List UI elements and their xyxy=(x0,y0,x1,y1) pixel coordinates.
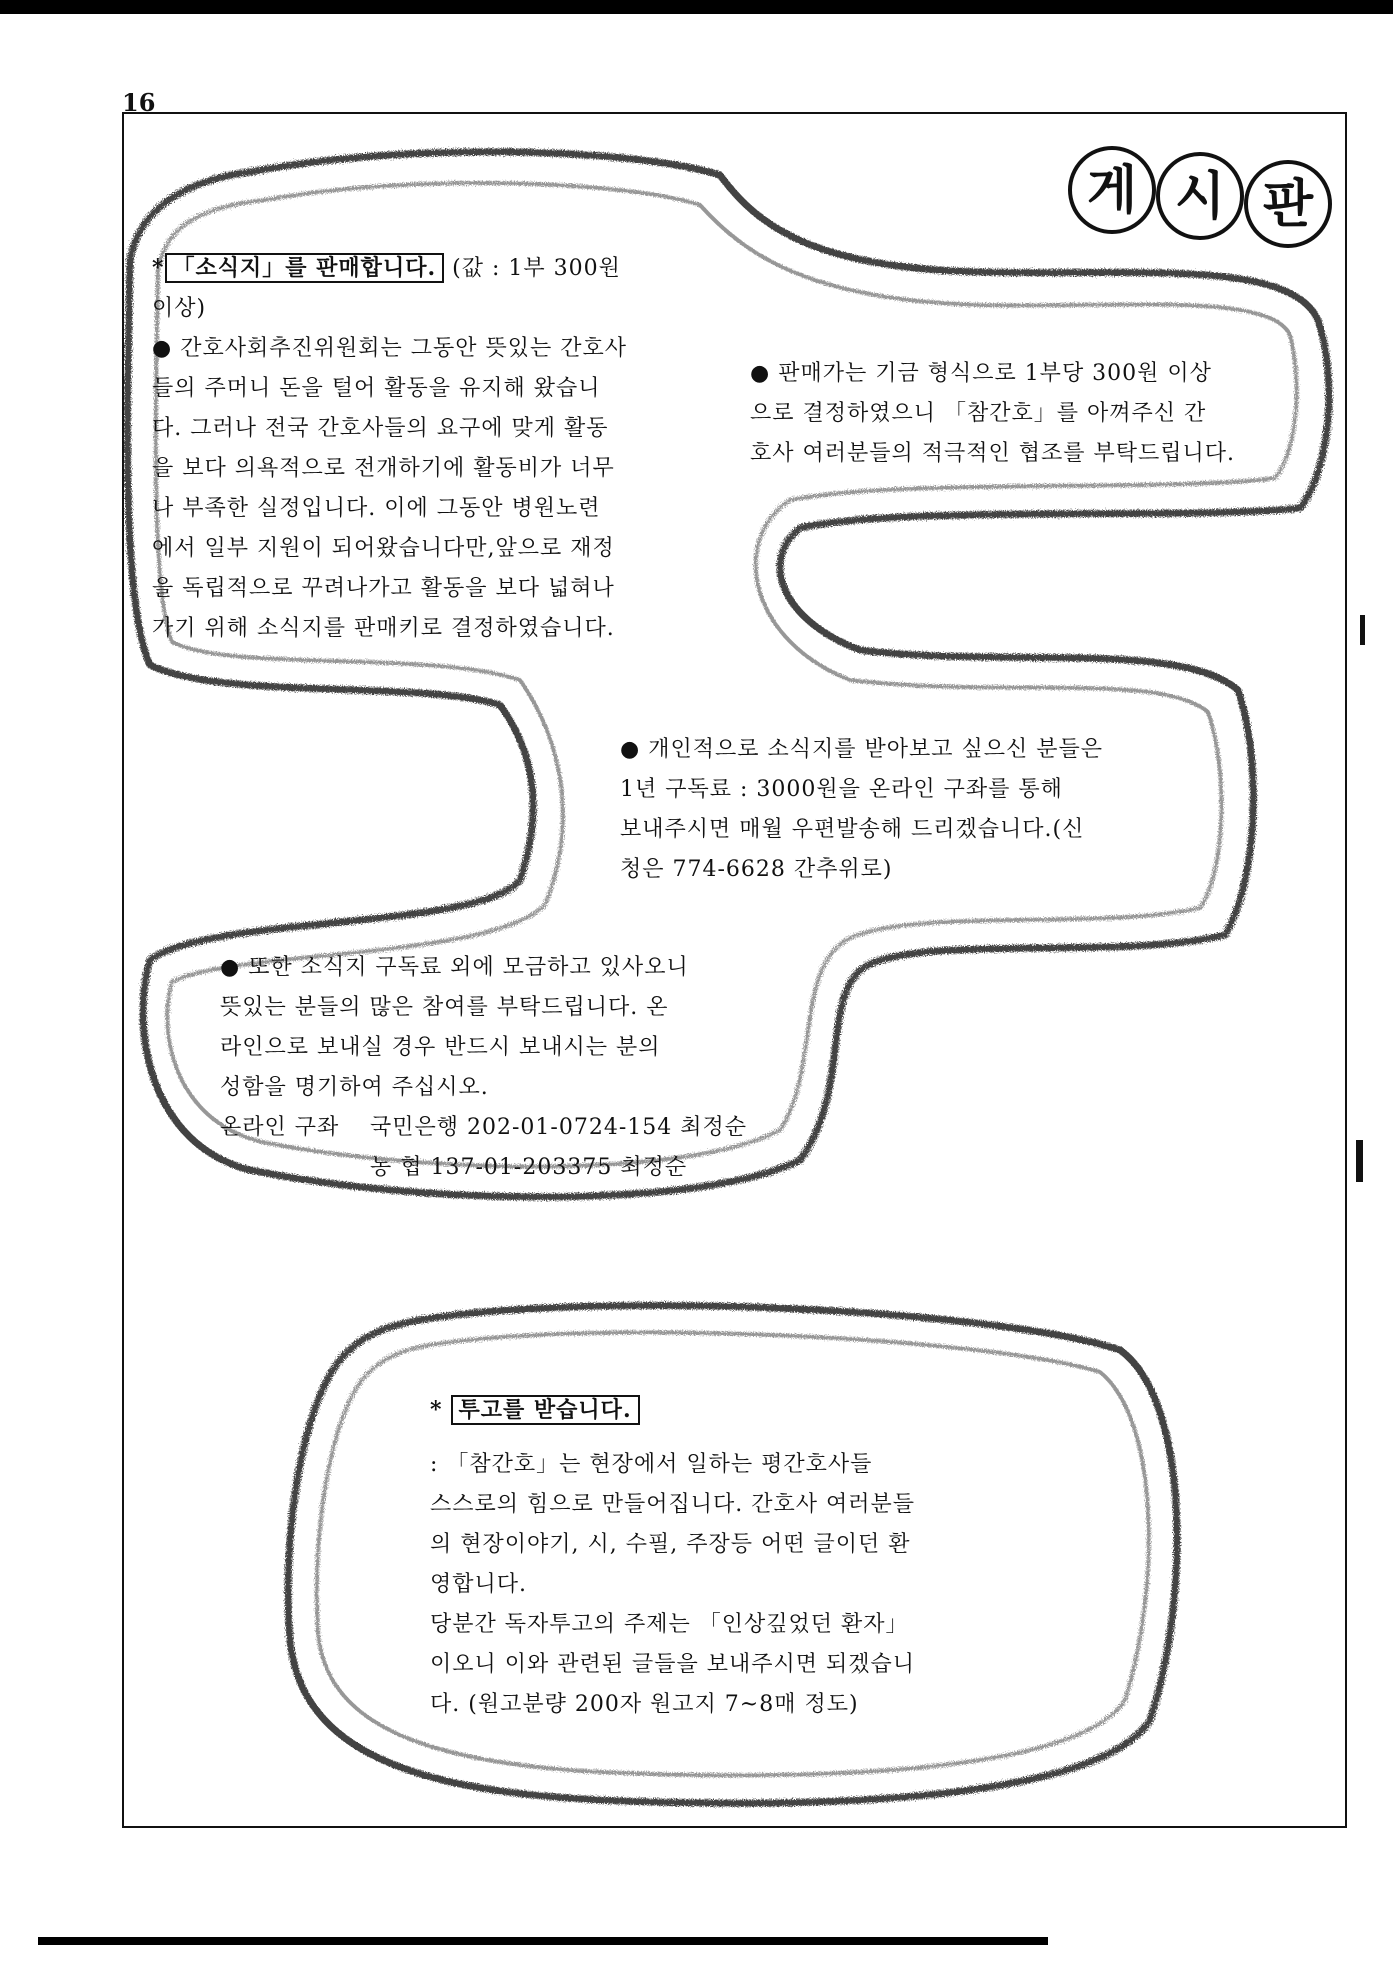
bottom-rule xyxy=(38,1937,1048,1945)
section-submissions xyxy=(430,1390,1010,1725)
section4-line: 라인으로 보내실 경우 반드시 보내시는 분의 xyxy=(220,1035,661,1060)
account-label: 온라인 구좌 xyxy=(220,1115,340,1140)
account-block xyxy=(220,1108,780,1188)
margin-mark xyxy=(1360,615,1365,645)
section5-heading-line xyxy=(430,1390,1010,1431)
section5-line: 이오니 이와 관련된 글들을 보내주시면 되겠습니 xyxy=(430,1652,916,1677)
margin-mark xyxy=(1356,1140,1363,1182)
section3-line: 보내주시면 매월 우편발송해 드리겠습니다.(신 xyxy=(620,817,1085,842)
section5-line: 당분간 독자투고의 주제는 「인상깊었던 환자」 xyxy=(430,1612,909,1637)
section5-line: 영합니다. xyxy=(430,1572,528,1597)
section5-line: 스스로의 힘으로 만들어집니다. 간호사 여러분들 xyxy=(430,1492,916,1517)
section1-marker: * xyxy=(152,255,165,281)
section1-price-note-cont: 이상) xyxy=(152,296,207,321)
section5-heading: 투고를 받습니다. xyxy=(451,1395,640,1425)
section1-para-line: 들의 주머니 돈을 털어 활동을 유지해 왔습니 xyxy=(152,376,601,401)
badge-char-1: 게 xyxy=(1086,161,1138,221)
section-subscription xyxy=(620,730,1180,890)
section4-line: ● 또한 소식지 구독료 외에 모금하고 있사오니 xyxy=(220,955,689,980)
section2-line: ● 판매가는 기금 형식으로 1부당 300원 이상 xyxy=(750,361,1212,386)
section5-line: : 「참간호」는 현장에서 일하는 평간호사들 xyxy=(430,1452,873,1477)
account-line: 농 협 137-01-203375 최정순 xyxy=(370,1155,688,1180)
page-number: 16 xyxy=(122,88,156,117)
section3-line: 청은 774-6628 간추위로) xyxy=(620,857,893,882)
section5-line: 의 현장이야기, 시, 수필, 주장등 어떤 글이던 환 xyxy=(430,1532,911,1557)
section-price-notice xyxy=(750,354,1310,474)
section5-marker: * xyxy=(430,1397,443,1423)
section1-heading: 「소식지」를 판매합니다. xyxy=(165,253,445,283)
section1-para-line: 다. 그러나 전국 간호사들의 요구에 맞게 활동 xyxy=(152,416,609,441)
section3-line: 1년 구독료 : 3000원을 온라인 구좌를 통해 xyxy=(620,777,1063,802)
section5-line: 다. (원고분량 200자 원고지 7~8매 정도) xyxy=(430,1692,859,1717)
section-newsletter-sale xyxy=(152,248,712,649)
section1-para-line: 을 독립적으로 꾸려나가고 활동을 보다 넓혀나 xyxy=(152,576,615,601)
badge-char-3: 판 xyxy=(1262,175,1314,235)
section-donation xyxy=(220,948,780,1188)
section2-line: 호사 여러분들의 적극적인 협조를 부탁드립니다. xyxy=(750,441,1236,466)
section4-line: 성함을 명기하여 주십시오. xyxy=(220,1075,489,1100)
section1-heading-line xyxy=(152,248,712,289)
account-line: 국민은행 202-01-0724-154 최정순 xyxy=(370,1115,748,1140)
section1-para-line: 을 보다 의욕적으로 전개하기에 활동비가 너무 xyxy=(152,456,615,481)
badge-char-2: 시 xyxy=(1174,167,1226,227)
bulletin-board-badge xyxy=(1062,128,1337,258)
section1-para-line: ● 간호사회추진위원회는 그동안 뜻있는 간호사 xyxy=(152,336,627,361)
section1-para-line: 나 부족한 실정입니다. 이에 그동안 병원노련 xyxy=(152,496,601,521)
section1-para-line: 에서 일부 지원이 되어왔습니다만,앞으로 재정 xyxy=(152,536,615,561)
section4-line: 뜻있는 분들의 많은 참여를 부탁드립니다. 온 xyxy=(220,995,669,1020)
section1-price-note: (값 : 1부 300원 xyxy=(452,256,621,281)
section3-line: ● 개인적으로 소식지를 받아보고 싶으신 분들은 xyxy=(620,737,1103,762)
section1-para-line: 가기 위해 소식지를 판매키로 결정하였습니다. xyxy=(152,616,615,641)
section2-line: 으로 결정하였으니 「참간호」를 아껴주신 간 xyxy=(750,401,1207,426)
account-list xyxy=(370,1108,747,1188)
